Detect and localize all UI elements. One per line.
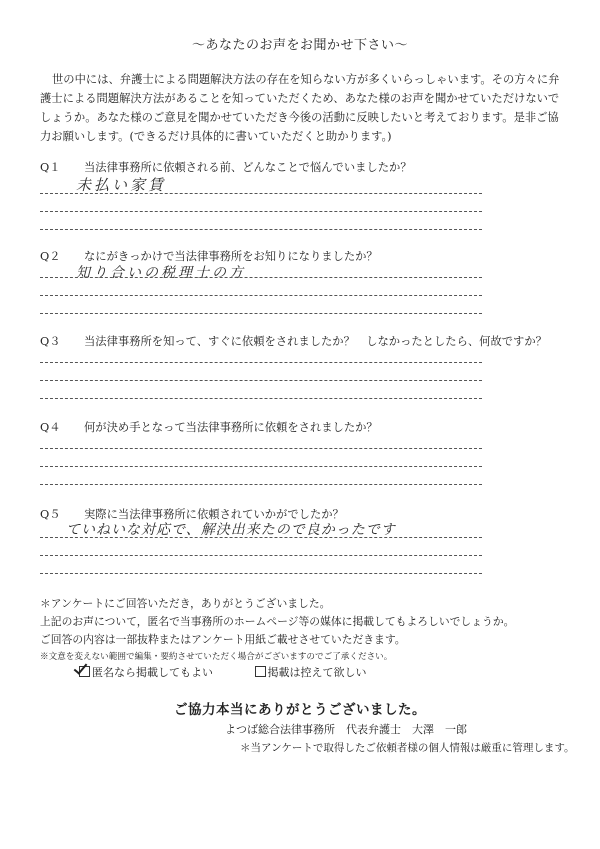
answer-line [40,295,482,296]
answer-line [40,537,482,538]
answer-line [40,277,482,278]
checkbox-unchecked[interactable] [255,666,266,677]
question-text: なにがきっかけで当法律事務所をお知りになりましたか？ [84,250,378,263]
question-text: 当法律事務所を知って、すぐに依頼をされましたか？ しなかったとしたら、何故ですか？ [84,335,547,348]
answer-2-handwriting: 知り合いの税理士の方 [76,265,246,281]
footer-thanks: ご協力本当にありがとうございました。 [174,702,426,718]
answer-line [40,229,482,230]
publish-request-note: 上記のお声について，匿名で当事務所のホームページ等の媒体に掲載してもよろしいでしょうか。 [40,615,515,628]
option-label: 掲載は控えて欲しい [267,666,367,679]
question-number: Q３ [40,335,61,348]
question-number: Q５ [40,508,61,521]
question-number: Q２ [40,250,61,263]
option-decline[interactable] [255,666,367,679]
answer-line [40,193,482,194]
excerpt-notice: ご回答の内容は一部抜粋またはアンケート用紙ご載せさせていただきます。 [40,633,406,646]
answer-1-handwriting: 未払い家賃 [76,176,167,194]
intro-text: 世の中には、弁護士による問題解決方法の存在を知らない方が多くいらっしゃいます。その方々に弁護士による問題解決方法があることを知っていただくため、あなた様のお声を聞かせていただけないでしょうか。あなた様のご意見を聞かせていただき今後の活動に反映したいと考えております。是非ご協力お願いします。(できるだけ具体的に書いていただくと助かります。) [40,73,560,143]
answer-line [40,313,482,314]
answer-line [40,555,482,556]
answer-line [40,380,482,381]
question-text: 実際に当法律事務所に依頼されていかがでしたか？ [84,508,344,521]
question-text: 当法律事務所に依頼される前、どんなことで悩んでいましたか？ [84,161,412,174]
answer-line [40,466,482,467]
answer-line [40,211,482,212]
question-text: 何が決め手となって当法律事務所に依頼をされましたか？ [84,421,378,434]
privacy-notice: ＊当アンケートで取得したご依頼者様の個人情報は厳重に管理します。 [240,742,575,754]
answer-line [40,448,482,449]
answer-line [40,484,482,485]
checkbox-checked[interactable] [79,666,90,677]
question-number: Q４ [40,421,61,434]
edit-notice: ※文意を変えない範囲で編集・要約させていただく場合がございますのでご了承ください。 [40,652,393,662]
question-number: Q１ [40,161,61,174]
option-label: 匿名なら掲載してもよい [92,666,213,679]
survey-title: 〜あなたのお声をお聞かせ下さい〜 [191,38,408,53]
option-anonymous[interactable] [79,666,217,679]
footer-signature: よつば総合法律事務所 代表弁護士 大澤 一郎 [225,723,467,736]
answer-line [40,362,482,363]
thanks-answer-note: ＊アンケートにご回答いただき，ありがとうございました。 [40,597,331,610]
answer-5-handwriting: ていねいな対応で、解決出来たので良かったです [66,522,396,538]
answer-line [40,398,482,399]
answer-line [40,573,482,574]
publish-options [79,664,367,680]
